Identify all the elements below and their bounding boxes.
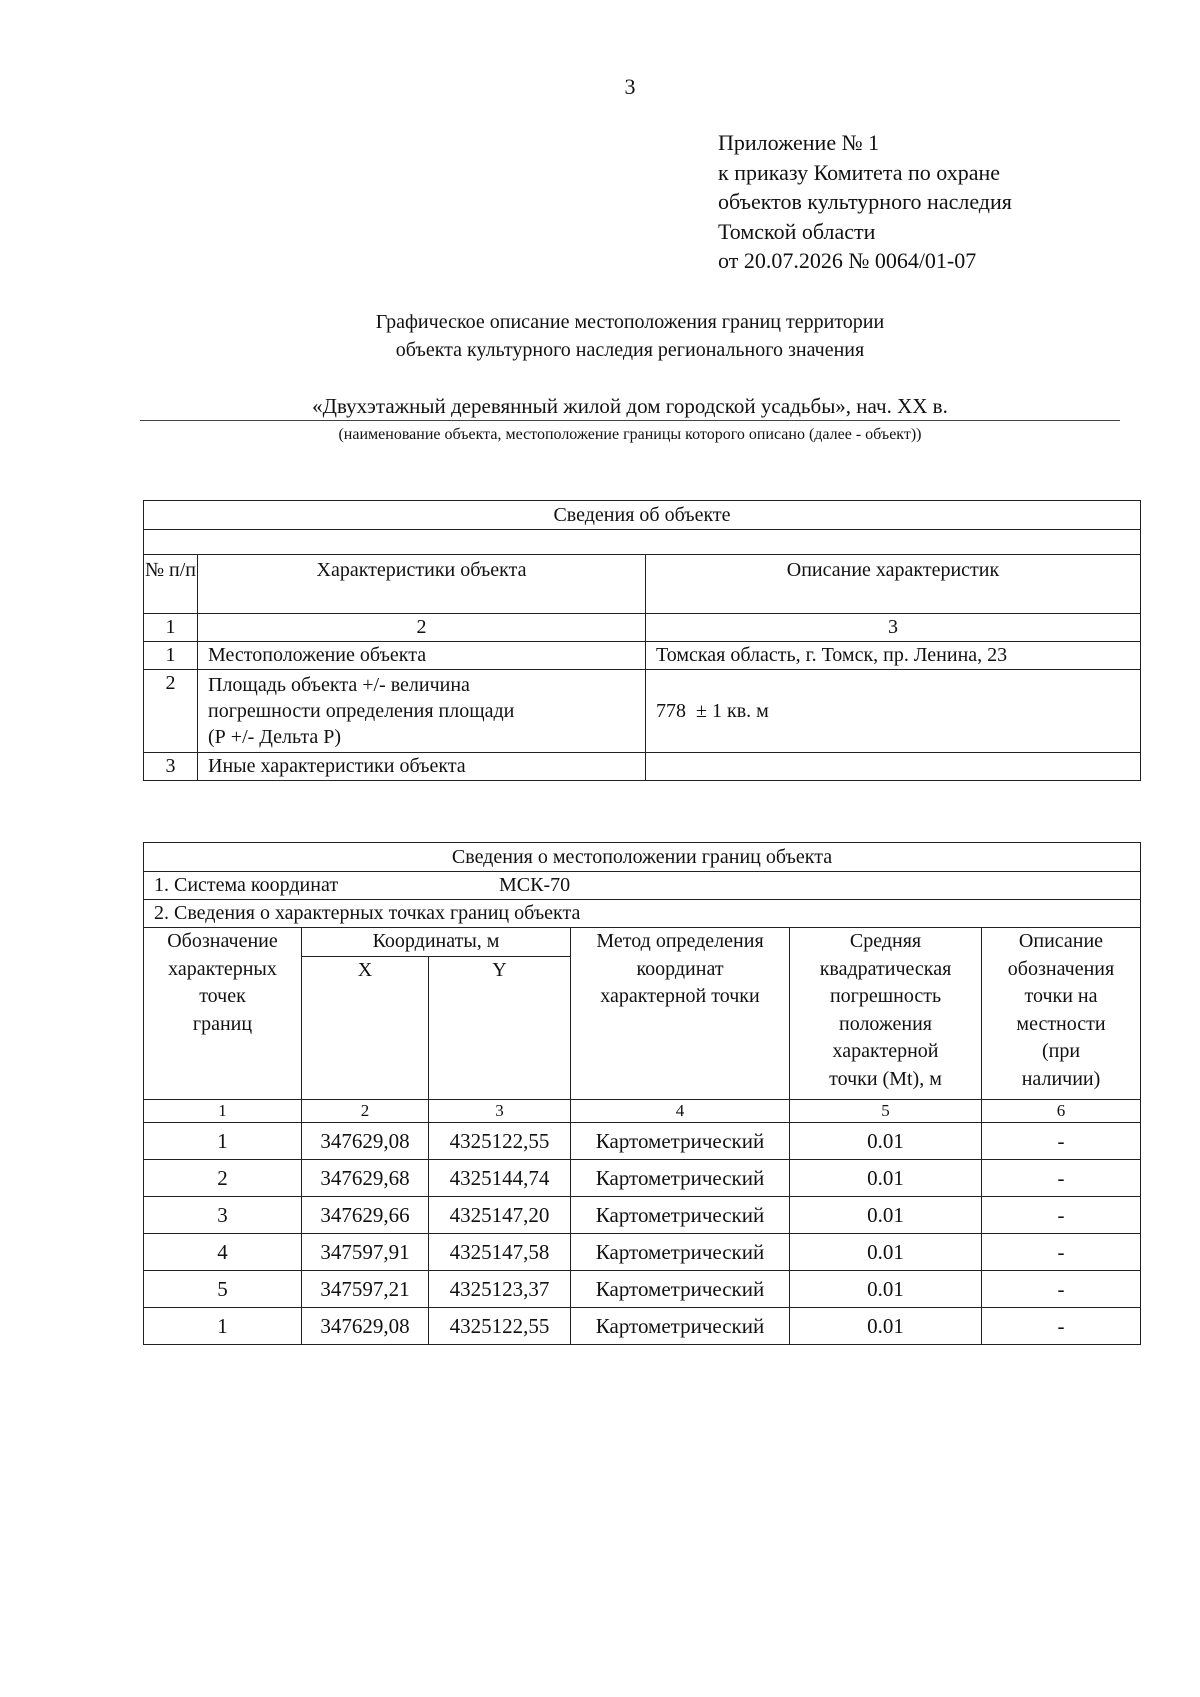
point-error: 0.01: [790, 1270, 982, 1307]
header-point-description-line: точки на: [1024, 985, 1098, 1007]
col-number: 1: [144, 614, 198, 642]
col-number: 3: [646, 614, 1141, 642]
appendix-line-4: Томской области: [718, 218, 876, 244]
header-designation-line: Обозначение: [167, 930, 278, 952]
col-number: 2: [302, 1099, 429, 1122]
header-point-description-line: обозначения: [1007, 957, 1115, 980]
row-description: 778 ± 1 кв. м: [646, 670, 1141, 753]
point-y: 4325122,55: [429, 1122, 571, 1159]
point-method: Картометрический: [571, 1307, 790, 1344]
point-x: 347629,08: [302, 1122, 429, 1159]
header-point-description-line: Описание: [1018, 930, 1104, 952]
appendix-line-2: к приказу Комитета по охране: [718, 159, 1000, 185]
appendix-line-5: от 20.07.2026 № 0064/01-07: [718, 248, 977, 273]
header-error-line: погрешность: [829, 985, 942, 1007]
header-point-description-line: наличии): [1021, 1067, 1101, 1090]
coord-system-value: МСК-70: [499, 874, 571, 896]
point-id: 3: [144, 1196, 302, 1233]
row-description: Томская область, г. Томск, пр. Ленина, 23: [646, 642, 1141, 670]
table-row: [144, 1270, 1141, 1307]
boundaries-title: Сведения о местоположении границ объекта: [144, 843, 1141, 872]
table-row: [144, 753, 1141, 781]
point-y: 4325122,55: [429, 1307, 571, 1344]
point-description: -: [982, 1233, 1141, 1270]
page-number: 3: [624, 74, 636, 99]
point-error: 0.01: [790, 1307, 982, 1344]
row-num: 3: [144, 753, 198, 781]
object-name-caption: (наименование объекта, местоположение границы которого описано (далее - объект)): [338, 426, 922, 443]
row-num: 1: [144, 642, 198, 670]
point-x: 347629,68: [302, 1159, 429, 1196]
appendix-line-1: Приложение № 1: [718, 130, 880, 155]
header-method-line: координат: [636, 957, 724, 980]
row-characteristic: [198, 670, 646, 753]
col-number: 6: [982, 1099, 1141, 1122]
col-number: 4: [571, 1099, 790, 1122]
points-title: 2. Сведения о характерных точках границ объекта: [144, 900, 1141, 928]
point-id: 2: [144, 1159, 302, 1196]
col-number: 2: [198, 614, 646, 642]
table-row: [144, 1159, 1141, 1196]
point-y: 4325123,37: [429, 1270, 571, 1307]
col-number: 5: [790, 1099, 982, 1122]
header-error-line: положения: [839, 1012, 932, 1035]
point-method: Картометрический: [571, 1122, 790, 1159]
point-x: 347597,91: [302, 1233, 429, 1270]
appendix-line-3: объектов культурного наследия: [718, 189, 1012, 214]
header-point-description-line: (при: [1041, 1040, 1081, 1062]
point-x: 347629,66: [302, 1196, 429, 1233]
row-characteristic-line: (Р +/- Дельта Р): [208, 726, 342, 748]
table-row: [144, 1196, 1141, 1233]
header-point-description-line: местности: [1016, 1012, 1106, 1035]
header-error-line: точки (Mt), м: [829, 1067, 942, 1090]
point-id: 1: [144, 1307, 302, 1344]
object-info-empty-row: [144, 530, 1141, 555]
header-point-description: [982, 928, 1141, 1100]
point-id: 4: [144, 1233, 302, 1270]
table-row: [144, 1122, 1141, 1159]
header-method-line: характерной точки: [600, 985, 760, 1007]
header-designation: [144, 928, 302, 1100]
point-id: 5: [144, 1270, 302, 1307]
header-error-line: квадратическая: [819, 957, 952, 980]
table-row: [144, 1233, 1141, 1270]
header-designation-line: границ: [192, 1012, 253, 1035]
point-description: -: [982, 1307, 1141, 1344]
point-error: 0.01: [790, 1159, 982, 1196]
coord-system-label: 1. Система координат: [154, 874, 339, 896]
point-y: 4325144,74: [429, 1159, 571, 1196]
point-description: -: [982, 1196, 1141, 1233]
point-y: 4325147,20: [429, 1196, 571, 1233]
point-method: Картометрический: [571, 1159, 790, 1196]
point-y: 4325147,58: [429, 1233, 571, 1270]
header-error-line: Средняя: [849, 930, 922, 952]
object-name-underline: [140, 420, 1120, 421]
header-y: Y: [429, 956, 571, 1099]
point-description: -: [982, 1159, 1141, 1196]
point-description: -: [982, 1270, 1141, 1307]
header-description: Описание характеристик: [646, 555, 1141, 614]
header-x: X: [302, 956, 429, 1099]
document-title-line-2: объекта культурного наследия регионального значения: [395, 339, 865, 361]
table-row: [144, 642, 1141, 670]
row-characteristic: Иные характеристики объекта: [198, 753, 646, 781]
header-num: № п/п: [144, 555, 198, 614]
col-number: 1: [144, 1099, 302, 1122]
header-error: [790, 928, 982, 1100]
row-characteristic-line: Площадь объекта +/- величина: [208, 674, 470, 696]
table-row: [144, 670, 1141, 753]
object-name: «Двухэтажный деревянный жилой дом городской усадьбы», нач. XX в.: [312, 394, 948, 418]
point-method: Картометрический: [571, 1196, 790, 1233]
coord-system-row: [144, 872, 1141, 900]
object-info-title: Сведения об объекте: [144, 501, 1141, 530]
point-description: -: [982, 1122, 1141, 1159]
point-error: 0.01: [790, 1196, 982, 1233]
header-coordinates: Координаты, м: [302, 928, 571, 957]
header-method: [571, 928, 790, 1100]
document-title: [140, 308, 1120, 364]
row-characteristic-line: погрешности определения площади: [208, 700, 515, 722]
point-x: 347629,08: [302, 1307, 429, 1344]
appendix-header: [718, 128, 1012, 276]
point-error: 0.01: [790, 1233, 982, 1270]
point-error: 0.01: [790, 1122, 982, 1159]
point-id: 1: [144, 1122, 302, 1159]
document-title-line-1: Графическое описание местоположения границ территории: [375, 311, 885, 333]
header-method-line: Метод определения: [596, 930, 764, 952]
header-designation-line: точек: [199, 985, 246, 1007]
row-description: [646, 753, 1141, 781]
col-number: 3: [429, 1099, 571, 1122]
row-num: 2: [144, 670, 198, 753]
point-method: Картометрический: [571, 1233, 790, 1270]
header-characteristics: Характеристики объекта: [198, 555, 646, 614]
point-x: 347597,21: [302, 1270, 429, 1307]
object-info-table: [143, 500, 1141, 781]
table-row: [144, 1307, 1141, 1344]
row-characteristic: Местоположение объекта: [198, 642, 646, 670]
boundary-points-table: [143, 842, 1141, 1345]
point-method: Картометрический: [571, 1270, 790, 1307]
header-error-line: характерной: [832, 1040, 939, 1062]
header-designation-line: характерных: [168, 957, 277, 980]
